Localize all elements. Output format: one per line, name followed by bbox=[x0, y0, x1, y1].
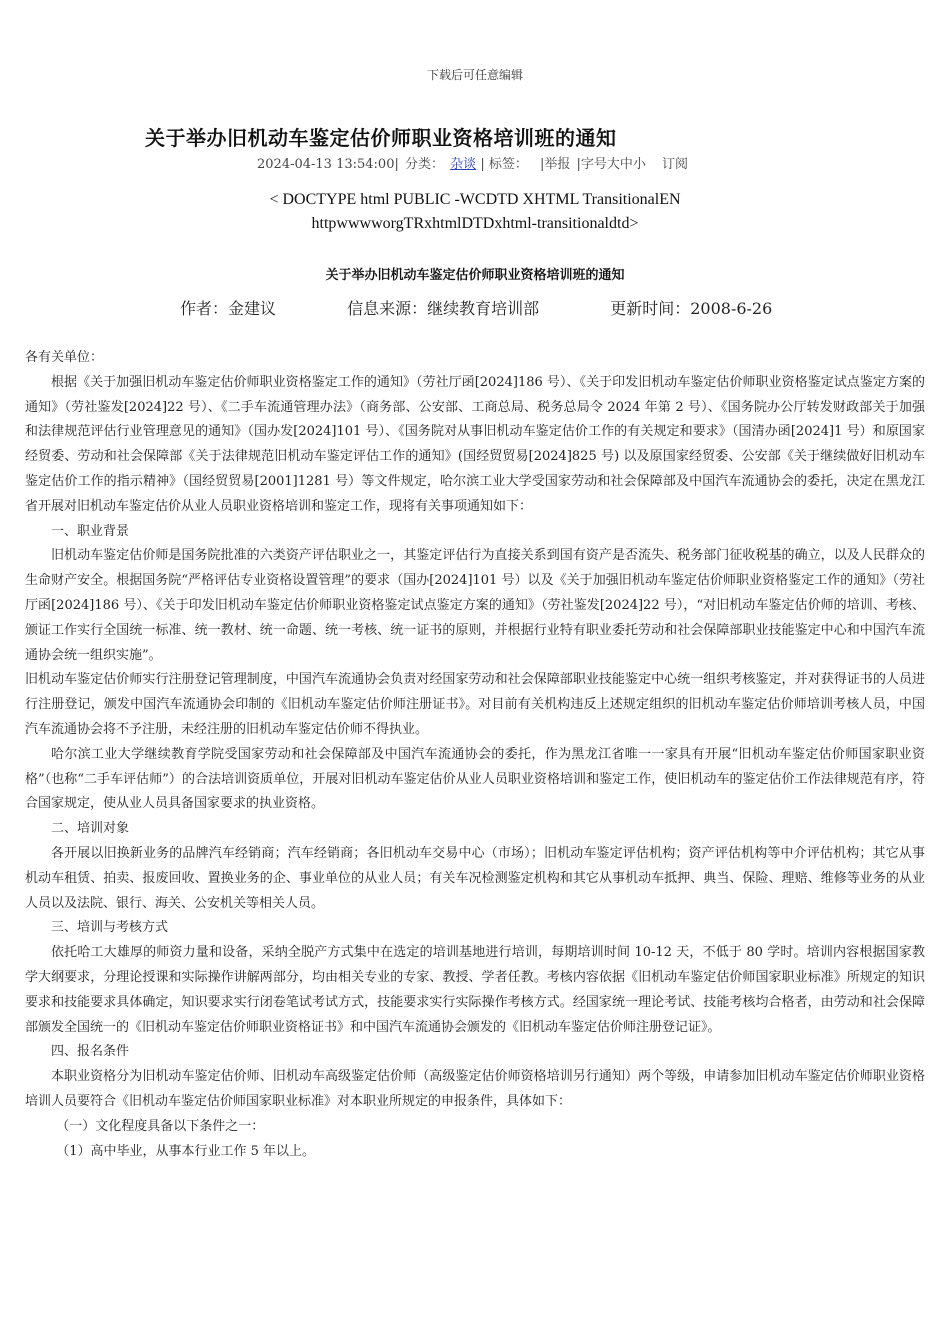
author-row bbox=[180, 296, 772, 319]
inner-title: 关于举办旧机动车鉴定估价师职业资格培训班的通知 bbox=[325, 268, 625, 283]
sub-item: （一）文化程度具备以下条件之一： bbox=[56, 1118, 265, 1134]
subscribe-link[interactable]: 订阅 bbox=[662, 157, 689, 172]
info-source: 信息来源：继续教育培训部 bbox=[347, 299, 540, 318]
font-size-switch[interactable]: |字号大中小 bbox=[576, 157, 646, 172]
post-datetime: 2024-04-13 13:54:00| bbox=[257, 157, 399, 172]
report-link[interactable]: |举报 bbox=[539, 157, 571, 172]
page-title: 关于举办旧机动车鉴定估价师职业资格培训班的通知 bbox=[145, 126, 617, 150]
section-heading: 三、培训与考核方式 bbox=[51, 920, 169, 936]
sub-item: （1）高中毕业，从事本行业工作 5 年以上。 bbox=[56, 1143, 315, 1159]
paragraph: 哈尔滨工业大学继续教育学院受国家劳动和社会保障部及中国汽车流通协会的委托，作为黑龙江省唯一一家具有开展“旧机动车鉴定估价师国家职业资格”（也称“二手车评估师”）的合法培训资质单位，开展对旧机动车鉴定估价从业人员职业资格培训和鉴定工作，使旧机动车的鉴定估价工作法律规范有序，符合国家规定，使从业人员具备国家要求的执业资格。 bbox=[25, 746, 925, 812]
paragraph: 本职业资格分为旧机动车鉴定估价师、旧机动车高级鉴定估价师（高级鉴定估价师资格培训另行通知）两个等级，申请参加旧机动车鉴定估价师职业资格培训人员要符合《旧机动车鉴定估价师国家职业标准》对本职业所规定的申报条件，具体如下： bbox=[25, 1069, 925, 1109]
top-note: 下载后可任意编辑 bbox=[426, 68, 523, 82]
doctype-line-2: httpwwwworgTRxhtmlDTDxhtml-transitionaldtd> bbox=[311, 215, 639, 232]
section-heading: 二、培训对象 bbox=[51, 821, 130, 837]
article-body bbox=[25, 346, 925, 1164]
greeting: 各有关单位： bbox=[25, 350, 104, 365]
post-meta bbox=[257, 153, 690, 172]
section-heading: 一、职业背景 bbox=[51, 523, 130, 539]
category-link[interactable]: 杂谈 bbox=[450, 157, 477, 172]
section-heading: 四、报名条件 bbox=[51, 1044, 130, 1060]
paragraph: 依托哈工大雄厚的师资力量和设备，采纳全脱产方式集中在选定的培训基地进行培训，每期培训时间 10-12 天，不低于 80 学时。培训内容根据国家教学大纲要求，分理论授课和实际操作讲解两部分，均由相关专业的专家、教授、学者任教。考核内容依据《旧机动车鉴定估价师国家职业标准》所规定的知识要求和技能要求具体确定，知识要求实行闭卷笔试考试方式，技能要求实行实际操作考核方式。经国家统一理论考试、技能考核均合格者，由劳动和社会保障部颁发全国统一的《旧机动车鉴定估价师职业资格证书》和中国汽车流通协会颁发的《旧机动车鉴定估价师注册登记证》。 bbox=[25, 945, 925, 1035]
doctype-line-1: < DOCTYPE html PUBLIC -WCDTD XHTML TransitionalEN bbox=[269, 191, 681, 208]
paragraph: 旧机动车鉴定估价师是国务院批准的六类资产评估职业之一，其鉴定评估行为直接关系到国有资产是否流失、税务部门征收税基的确立，以及人民群众的生命财产安全。根据国务院“严格评估专业资格设置管理”的要求（国办[2024]101 号）以及《关于加强旧机动车鉴定估价师职业资格鉴定工作的通知》（劳社厅函[2024]186 号）、《关于印发旧机动车鉴定估价师职业资格鉴定试点鉴定方案的通知》（劳社鉴发[2024]22 号），“对旧机动车鉴定估价师的培训、考核、颁证工作实行全国统一标准、统一教材、统一命题、统一考核、统一证书的原则，并根据行业特有职业委托劳动和社会保障部职业技能鉴定中心和中国汽车流通协会统一组织实施”。 bbox=[25, 548, 925, 663]
paragraph: 旧机动车鉴定估价师实行注册登记管理制度，中国汽车流通协会负责对经国家劳动和社会保障部职业技能鉴定中心统一组织考核鉴定，并对获得证书的人员进行注册登记，颁发中国汽车流通协会印制的《旧机动车鉴定估价师注册证书》。对目前有关机构违反上述规定组织的旧机动车鉴定估价师培训考核人员，中国汽车流通协会将不予注册，未经注册的旧机动车鉴定估价师不得执业。 bbox=[25, 672, 925, 737]
author: 作者：金建议 bbox=[180, 299, 277, 318]
update-time: 更新时间：2008-6-26 bbox=[610, 299, 773, 318]
tags-label: | 标签： bbox=[480, 157, 528, 172]
category-label: 分类： bbox=[405, 157, 445, 172]
paragraph: 各开展以旧换新业务的品牌汽车经销商；汽车经销商；各旧机动车交易中心（市场）；旧机动车鉴定评估机构；资产评估机构等中介评估机构；其它从事机动车租赁、拍卖、报废回收、置换业务的企、事业单位的从业人员；有关车况检测鉴定机构和其它从事机动车抵押、典当、保险、理赔、维修等业务的从业人员以及法院、银行、海关、公安机关等相关人员。 bbox=[25, 845, 925, 911]
paragraph: 根据《关于加强旧机动车鉴定估价师职业资格鉴定工作的通知》（劳社厅函[2024]186 号）、《关于印发旧机动车鉴定估价师职业资格鉴定试点鉴定方案的通知》（劳社鉴发[2024]22 号）、《二手车流通管理办法》（商务部、公安部、工商总局、税务总局令 2024 年第 2 号）、《国务院办公厅转发财政部关于加强和法律规范评估行业管理意见的通知》（国办发[2024]101 号）、《国务院对从事旧机动车鉴定估价工作的有关规定和要求》（国清办函[2024]1 号）和原国家经贸委、劳动和社会保障部《关于法律规范旧机动车鉴定评估工作的通知》(国经贸贸易[2024]825 号) 以及原国家经贸委、公安部《关于继续做好旧机动车鉴定估价工作的指示精神》（国经贸贸易[2001]1281 号）等文件规定，哈尔滨工业大学受国家劳动和社会保障部及中国汽车流通协会的委托，决定在黑龙江省开展对旧机动车鉴定估价从业人员职业资格培训和鉴定工作，现将有关事项通知如下： bbox=[25, 374, 925, 514]
doctype-text bbox=[0, 188, 950, 236]
